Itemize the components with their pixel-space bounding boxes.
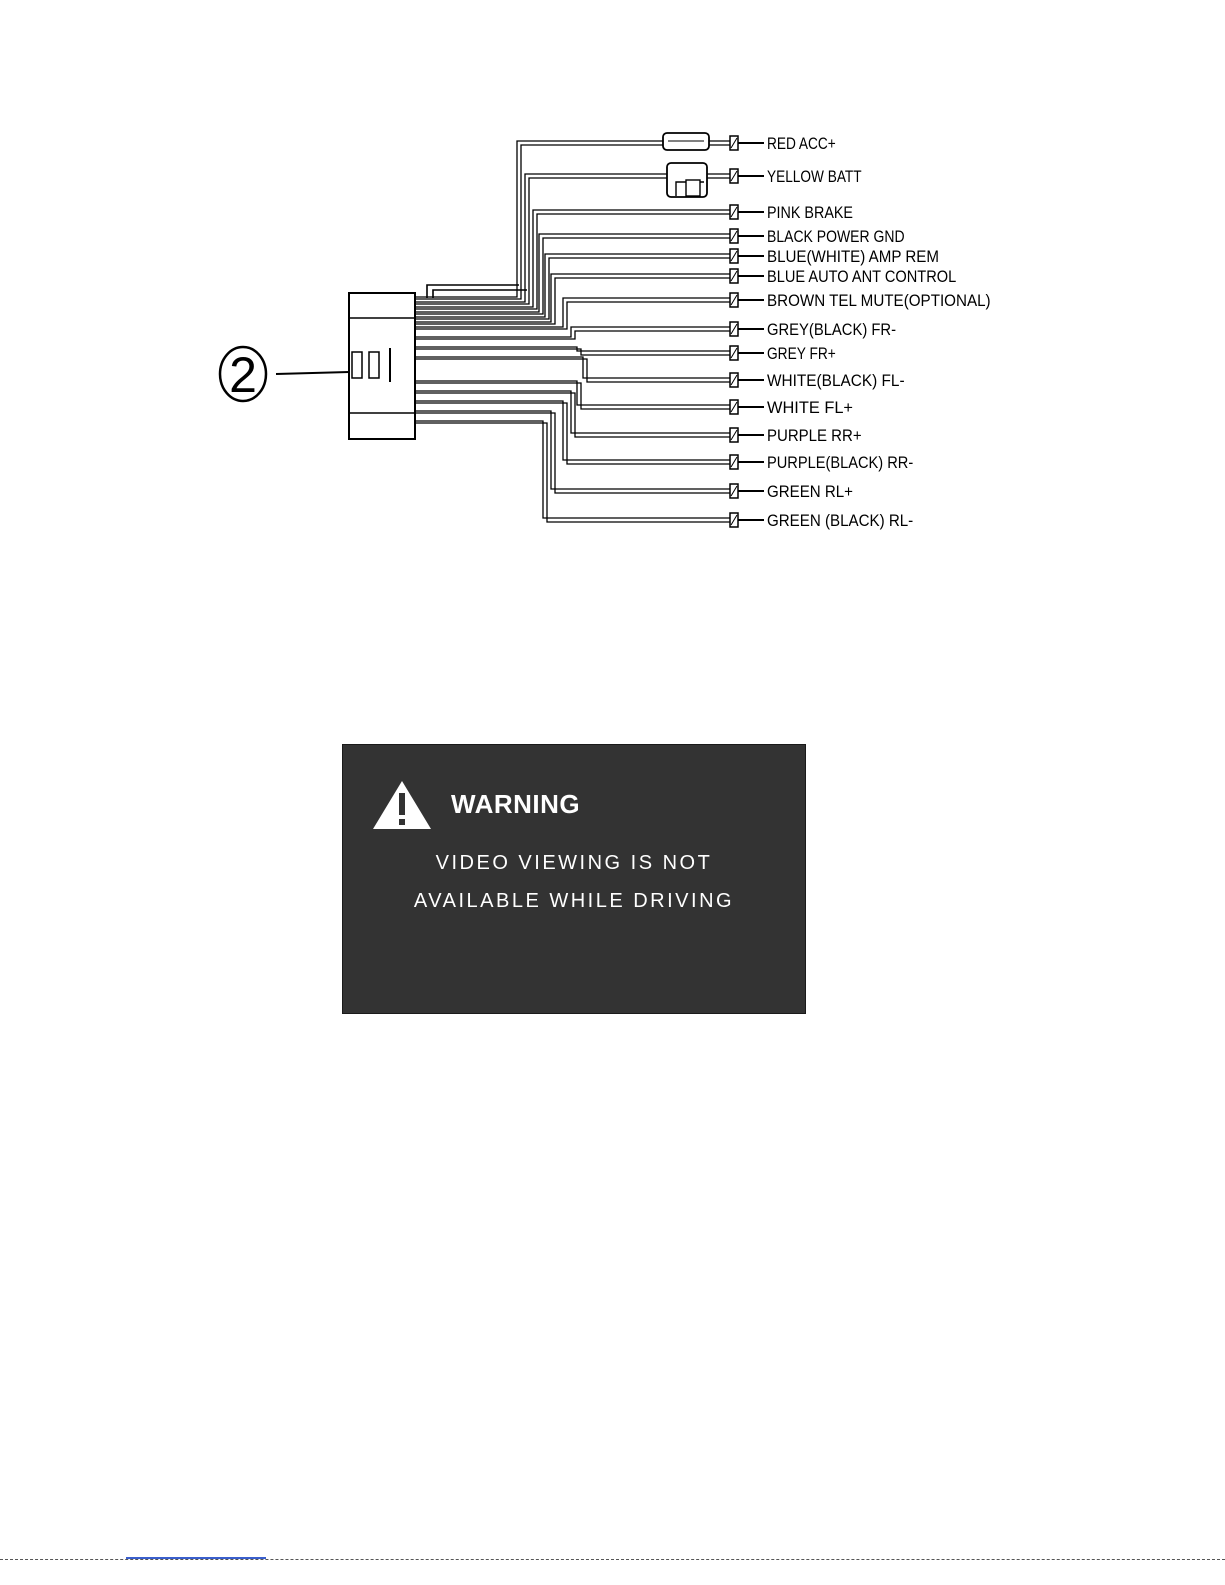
wire-label: GREEN (BLACK) RL- [767,511,914,530]
callout-2 [220,347,349,403]
wire-4 [415,234,730,312]
warning-title: WARNING [451,789,581,819]
inline-fuses [663,133,709,197]
warning-triangle-icon [371,779,433,831]
wire-label: WHITE(BLACK) FL- [767,371,905,390]
warning-message-line-1: VIDEO VIEWING IS NOT [435,852,713,874]
wire-5 [415,258,730,319]
callout-number: 2 [229,347,257,403]
wiring-harness-diagram [0,0,1225,560]
warning-message-line-2: AVAILABLE WHILE DRIVING [413,890,735,912]
footer-link-underline [126,1557,266,1559]
wire-label: GREEN RL+ [767,482,854,501]
wire-label: YELLOW BATT [767,167,862,186]
wire-15 [415,423,730,522]
wire-12 [415,393,730,437]
wire-label: RED ACC+ [767,134,836,153]
wire-label: PURPLE RR+ [767,426,862,445]
wire-bundle [415,141,730,522]
wire-label: BLUE AUTO ANT CONTROL [767,267,957,286]
wire-15 [415,421,730,518]
wire-3 [415,214,730,309]
wire-label: PINK BRAKE [767,203,853,222]
wire-label: GREY FR+ [767,344,836,363]
wire-10 [415,357,730,378]
wire-13 [415,401,730,460]
wire-7 [415,302,730,329]
wire-9 [415,349,730,355]
wire-label: PURPLE(BLACK) RR- [767,453,914,472]
wire-12 [415,391,730,433]
wire-14 [415,413,730,493]
wire-label: WHITE FL+ [767,398,854,417]
wire-terminals [730,136,764,527]
harness-connector [349,293,415,439]
warning-box [342,744,806,1014]
wire-label: GREY(BLACK) FR- [767,320,896,339]
wire-8 [415,331,730,339]
wire-labels [767,134,991,530]
wire-label: BLUE(WHITE) AMP REM [767,247,939,266]
footer-divider [0,1559,1225,1560]
wire-label: BLACK POWER GND [767,227,905,246]
wire-label: BROWN TEL MUTE(OPTIONAL) [767,291,991,310]
